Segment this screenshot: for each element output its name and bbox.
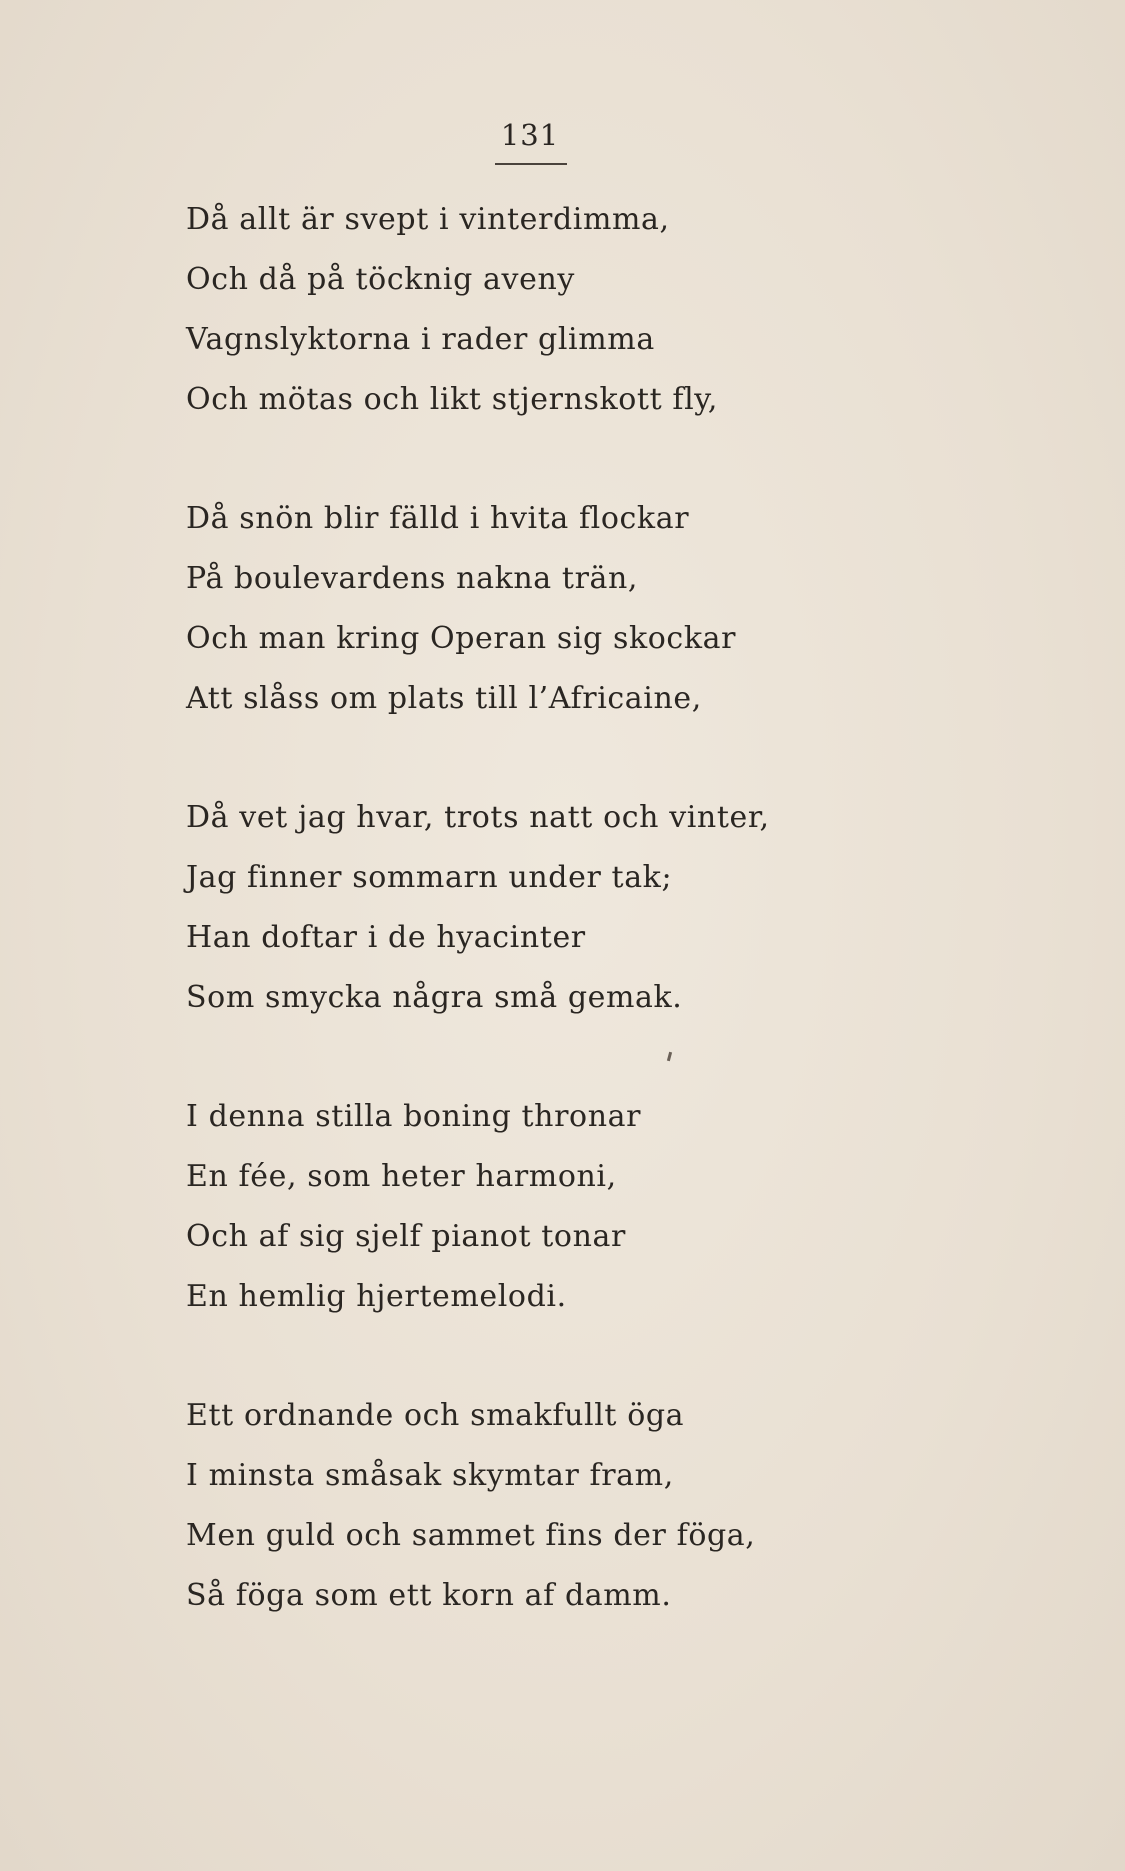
poem-line: Han doftar i de hyacinter	[186, 920, 586, 955]
poem-line: På boulevardens nakna trän,	[186, 561, 639, 596]
poem-line: Som smycka några små gemak.	[186, 980, 683, 1015]
poem-line: Men guld och sammet fins der föga,	[186, 1518, 756, 1553]
stanza-5	[186, 1386, 1066, 1626]
page-number-rule	[495, 163, 567, 165]
poem-line: En hemlig hjertemelodi.	[186, 1279, 567, 1314]
stanza-1	[186, 190, 1066, 430]
poem-line: Så föga som ett korn af damm.	[186, 1578, 672, 1613]
poem-line: Och mötas och likt stjernskott fly,	[186, 382, 718, 417]
poem-line: I minsta småsak skymtar fram,	[186, 1458, 674, 1493]
stanza-3	[186, 788, 1066, 1028]
poem-line: Då vet jag hvar, trots natt och vinter,	[186, 800, 770, 835]
poem-line: I denna stilla boning thronar	[186, 1099, 642, 1134]
poem-line: Och man kring Operan sig skockar	[186, 621, 737, 656]
page-number: 131	[500, 118, 560, 152]
poem-line: Då snön blir fälld i hvita flockar	[186, 501, 690, 536]
poem-line: Att slåss om plats till l’Africaine,	[186, 681, 702, 716]
poem-line: Vagnslyktorna i rader glimma	[186, 322, 655, 357]
poem-line: En fée, som heter harmoni,	[186, 1159, 617, 1194]
stanza-2	[186, 489, 1066, 729]
poem	[186, 190, 1066, 1685]
stanza-4	[186, 1087, 1066, 1327]
poem-line: Och då på töcknig aveny	[186, 262, 575, 297]
poem-line: Då allt är svept i vinterdimma,	[186, 202, 670, 237]
poem-line: Och af sig sjelf pianot tonar	[186, 1219, 626, 1254]
poem-line: Ett ordnande och smakfullt öga	[186, 1398, 685, 1433]
poem-line: Jag finner sommarn under tak;	[186, 860, 673, 895]
